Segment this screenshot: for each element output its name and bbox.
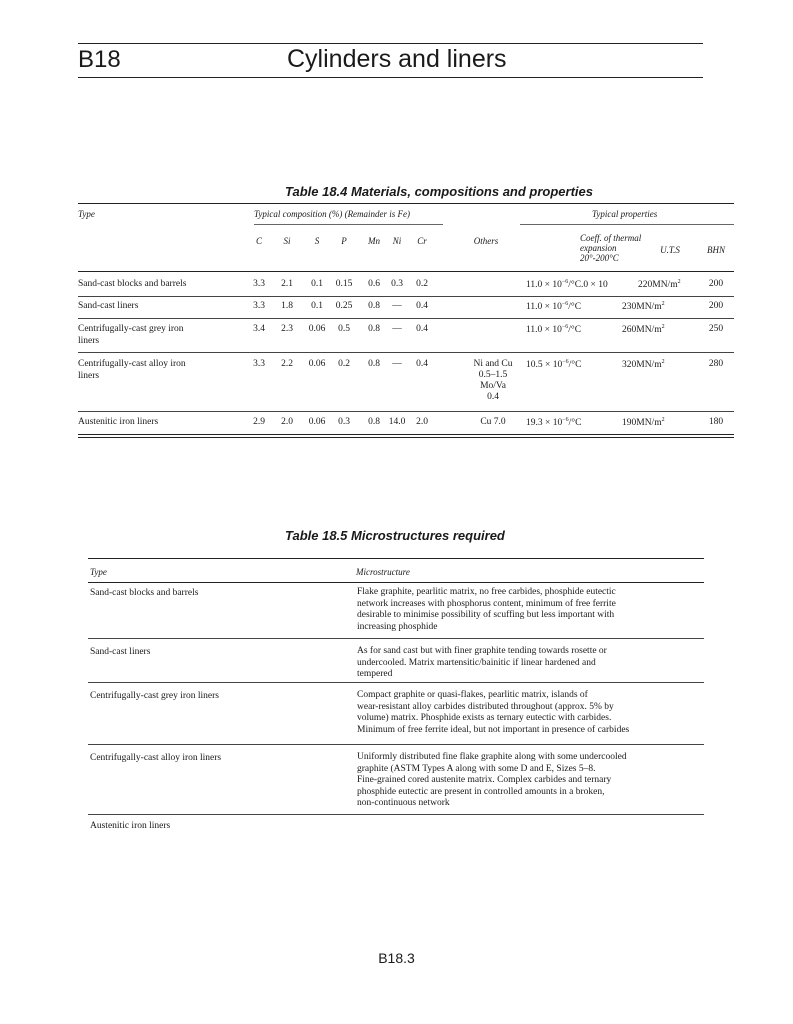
uts-value: 190MN/m (622, 418, 662, 429)
row-type: Centrifugally-cast grey iron liners (90, 691, 220, 701)
cell-c: 3.3 (253, 359, 265, 369)
cell-ni: — (392, 324, 402, 334)
section-code: B18 (78, 46, 121, 73)
cell-others: Mo/Va (480, 381, 506, 391)
row-type: Sand-cast liners (78, 301, 139, 311)
row-type: Centrifugally-cast alloy iron liners (90, 753, 222, 763)
cell-cr: 2.0 (416, 417, 428, 427)
col-header-si: Si (283, 236, 291, 246)
cell-coeff (526, 359, 581, 370)
cell-mn: 0.8 (368, 417, 380, 427)
cell-others: 0.5–1.5 (478, 370, 508, 380)
table-18-4-bottom-rule (78, 434, 734, 435)
cell-si: 2.3 (281, 324, 293, 334)
cell-bhn: 280 (708, 359, 724, 369)
coeff-base: 11.0 × 10 (526, 325, 562, 336)
coeff-unit: /°C (568, 302, 582, 313)
coeff-exponent: −6 (561, 324, 569, 330)
row-microstructure-line: volume) matrix. Phosphide exists as ternary eutectic with carbides. (357, 713, 612, 723)
row-type: Sand-cast blocks and barrels (78, 279, 187, 289)
row-type: Austenitic iron liners (90, 821, 171, 831)
coeff-exponent: −6 (561, 301, 569, 307)
row-type: Centrifugally-cast grey iron (78, 324, 184, 334)
row-divider (78, 296, 734, 297)
row-divider (78, 411, 734, 412)
row-microstructure-line: tempered (357, 669, 393, 679)
row-type: Sand-cast blocks and barrels (90, 588, 199, 598)
row-microstructure-line: Flake graphite, pearlitic matrix, no free carbides, phosphide eutectic (357, 587, 616, 597)
row-microstructure-line: Compact graphite or quasi-flakes, pearlitic matrix, islands of (357, 690, 588, 700)
uts-exponent: 2 (677, 279, 681, 285)
col-header-s: S (314, 236, 320, 246)
cell-ni: — (392, 301, 402, 311)
cell-s: 0.06 (308, 324, 326, 334)
row-divider (88, 744, 704, 745)
col-header-p: P (341, 236, 347, 246)
cell-s: 0.06 (308, 359, 326, 369)
uts-value: 220MN/m (638, 280, 678, 291)
cell-others: Ni and Cu (473, 359, 513, 369)
uts-value: 320MN/m (622, 360, 662, 371)
cell-c: 3.3 (253, 301, 265, 311)
uts-exponent: 2 (661, 417, 665, 423)
table-18-4-header-rule (78, 271, 734, 272)
coeff-unit: /°C (568, 325, 582, 336)
cell-s: 0.1 (311, 279, 323, 289)
cell-mn: 0.8 (368, 324, 380, 334)
cell-bhn: 200 (708, 301, 724, 311)
cell-cr: 0.4 (416, 359, 428, 369)
cell-ni: 0.3 (391, 279, 403, 289)
coeff-base: 11.0 × 10 (526, 302, 562, 313)
cell-coeff (526, 324, 581, 335)
cell-p: 0.5 (338, 324, 350, 334)
coeff-unit: /°C (568, 418, 582, 429)
row-microstructure-line: Fine-grained cored austenite matrix. Complex carbides and ternary (357, 775, 612, 785)
table-18-5-header-rule (88, 582, 704, 583)
cell-ni: 14.0 (388, 417, 406, 427)
coeff-base: 11.0 × 10 (526, 280, 562, 291)
cell-si: 1.8 (281, 301, 293, 311)
cell-uts (622, 324, 665, 335)
row-microstructure-line: network increases with phosphorus content, minimum of free ferrite (357, 598, 616, 609)
table-18-4-bottom-rule-2 (78, 437, 734, 438)
col-header-c: C (255, 236, 262, 246)
uts-value: 230MN/m (622, 302, 662, 313)
row-divider (88, 814, 704, 815)
cell-cr: 0.2 (416, 279, 428, 289)
cell-c: 3.4 (253, 324, 265, 334)
cell-ni: — (392, 359, 402, 369)
row-type: Sand-cast liners (90, 647, 151, 657)
table-18-5-caption: Table 18.5 Microstructures required (285, 528, 505, 543)
cell-c: 3.3 (253, 279, 265, 289)
table-18-4-top-rule (78, 203, 734, 204)
cell-p: 0.25 (335, 301, 353, 311)
table-18-5-header-micro: Microstructure (356, 567, 410, 577)
col-header-bhn: BHN (707, 245, 725, 255)
row-microstructure-line: phosphide eutectic are present in controlled amounts in a broken, (357, 786, 605, 797)
row-microstructure-line: non-continuous network (357, 798, 450, 808)
row-microstructure-line: undercooled. Matrix martensitic/bainitic if linear hardened and (357, 657, 596, 668)
coeff-exponent: −6 (562, 417, 569, 423)
row-divider (78, 318, 734, 319)
row-type: Austenitic iron liners (78, 417, 159, 427)
cell-bhn: 180 (708, 417, 724, 427)
row-microstructure-line: desirable to minimise possibility of scuffing but less important with (357, 610, 615, 620)
cell-bhn: 250 (708, 324, 724, 334)
row-microstructure-line: Minimum of free ferrite ideal, but not important in presence of carbides (357, 724, 630, 735)
table-18-5-header-type: Type (90, 567, 107, 577)
cell-cr: 0.4 (416, 324, 428, 334)
cell-mn: 0.6 (368, 279, 380, 289)
uts-exponent: 2 (661, 301, 665, 307)
cell-si: 2.0 (281, 417, 293, 427)
cell-mn: 0.8 (368, 301, 380, 311)
cell-p: 0.2 (338, 359, 350, 369)
col-header-mn: Mn (368, 236, 380, 246)
row-divider (88, 682, 704, 683)
col-header-coeff-line-1: Coeff. of thermal (580, 233, 642, 243)
cell-others: Cu 7.0 (480, 417, 506, 427)
row-type: Centrifugally-cast alloy iron (78, 359, 186, 369)
row-divider (88, 638, 704, 639)
col-header-coeff-line-2: expansion (580, 243, 617, 253)
col-header-coeff-line-3: 20°-200°C (580, 253, 619, 263)
row-microstructure-line: wear-resistant alloy carbides distributed throughout (approx. 5% by (357, 701, 614, 712)
table-18-5-top-rule (88, 558, 704, 559)
cell-si: 2.2 (281, 359, 293, 369)
table-18-4-caption: Table 18.4 Materials, compositions and properties (285, 184, 593, 199)
cell-coeff (526, 301, 581, 312)
coeff-exponent: −6 (562, 359, 569, 365)
table-18-4-header-type: Type (78, 209, 95, 219)
coeff-base: 19.3 × 10 (526, 418, 563, 429)
cell-bhn: 200 (708, 279, 724, 289)
row-type: liners (78, 371, 100, 381)
row-microstructure-line: As for sand cast but with finer graphite tending towards rosette or (357, 646, 607, 656)
cell-p: 0.3 (338, 417, 350, 427)
cell-c: 2.9 (253, 417, 265, 427)
col-header-cr: Cr (417, 236, 427, 246)
cell-mn: 0.8 (368, 359, 380, 369)
col-header-ni: Ni (392, 236, 402, 246)
table-18-4-header-properties: Typical properties (592, 209, 658, 219)
cell-coeff (526, 417, 581, 428)
cell-p: 0.15 (335, 279, 353, 289)
page-title: Cylinders and liners (287, 45, 507, 73)
row-microstructure-line: graphite (ASTM Types A along with some D and E, Sizes 5–8. (357, 763, 596, 774)
cell-uts (622, 417, 665, 428)
coeff-unit: /°C.0 × 10 (568, 280, 608, 291)
page-number: B18.3 (378, 950, 415, 966)
composition-span-rule (254, 224, 443, 225)
row-microstructure-line: Uniformly distributed fine flake graphite along with some undercooled (357, 752, 627, 762)
cell-others: 0.4 (487, 392, 499, 402)
row-microstructure-line: increasing phosphide (357, 621, 438, 632)
cell-si: 2.1 (281, 279, 293, 289)
row-type: liners (78, 336, 100, 346)
coeff-base: 10.5 × 10 (526, 360, 563, 371)
col-header-others: Others (473, 236, 499, 246)
cell-uts (622, 301, 665, 312)
cell-uts (638, 279, 681, 290)
cell-cr: 0.4 (416, 301, 428, 311)
properties-span-rule (520, 224, 734, 225)
cell-coeff (526, 279, 608, 290)
uts-exponent: 2 (661, 359, 665, 365)
header-top-rule (78, 43, 703, 44)
header-bottom-rule (78, 77, 703, 78)
uts-exponent: 2 (661, 324, 665, 330)
cell-uts (622, 359, 665, 370)
coeff-exponent: −6 (561, 279, 569, 285)
cell-s: 0.06 (308, 417, 326, 427)
uts-value: 260MN/m (622, 325, 662, 336)
coeff-unit: /°C (568, 360, 582, 371)
table-18-4-header-composition: Typical composition (%) (Remainder is Fe) (254, 209, 411, 219)
col-header-uts: U.T.S (660, 245, 680, 255)
row-divider (78, 352, 734, 353)
cell-s: 0.1 (311, 301, 323, 311)
